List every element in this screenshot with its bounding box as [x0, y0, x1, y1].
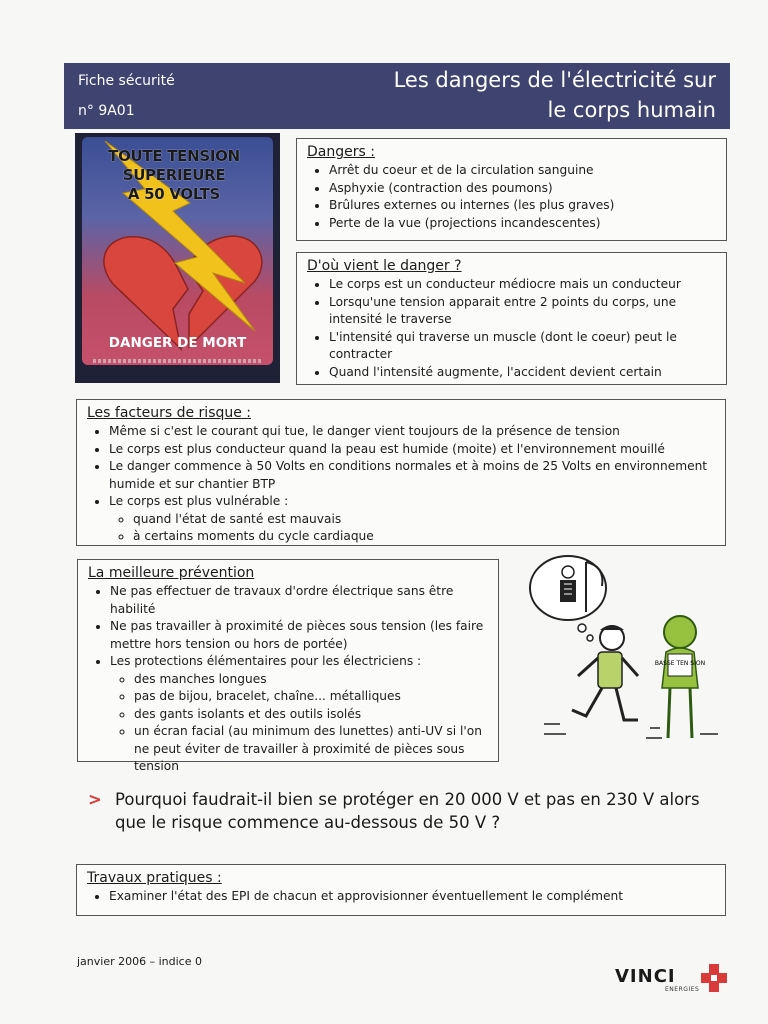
question-text: Pourquoi faudrait-il bien se protéger en 20 000 V et pas en 230 V alors que le risque commence au-dessous de 50 V ?: [115, 790, 700, 832]
poster-danger-label: DANGER DE MORT: [108, 335, 247, 351]
sheet-header: [64, 63, 730, 129]
practice-title-text: Travaux pratiques: [87, 870, 213, 886]
sub-list-item: ◦ à certains moments du cycle cardiaque: [133, 528, 715, 546]
list-item: • Perte de la vue (projections incandescentes): [329, 215, 718, 233]
list-item-text: Le corps est plus vulnérable :: [109, 494, 289, 508]
sub-list-item: ◦ des gants isolants et des outils isolés: [134, 706, 488, 724]
sheet-title: [394, 65, 716, 125]
prevention-list: [88, 583, 488, 776]
logo-subtext: ENERGIES: [665, 986, 700, 993]
list-item: • Quand l'intensité augmente, l'accident devient certain: [329, 364, 718, 382]
sheet-id: [78, 66, 175, 126]
prevention-sublist: [110, 671, 488, 776]
dangers-title: [307, 143, 718, 162]
list-item: • Ne pas travailler à proximité de pièces sous tension (les faire mettre hors tension ou hors de portée): [110, 618, 488, 653]
danger-origin-section: [296, 252, 727, 385]
list-item: • Examiner l'état des EPI de chacun et approvisionner éventuellement le complément: [109, 888, 715, 906]
reflection-question: [88, 788, 728, 834]
list-item-text: Les protections élémentaires pour les électriciens :: [110, 654, 422, 668]
cartoon-illustration: [520, 548, 725, 748]
poster-title-line2: SUPERIEURE: [122, 166, 226, 184]
danger-poster: [75, 133, 280, 383]
sub-list-item: ◦ pas de bijou, bracelet, chaîne... métalliques: [134, 688, 488, 706]
list-item: • Le danger commence à 50 Volts en conditions normales et à moins de 25 Volts en environnement humide et sur chantier BTP: [109, 458, 715, 493]
origin-title-text: D'où vient le danger: [307, 258, 450, 274]
footer-date: janvier 2006 – indice 0: [77, 955, 202, 968]
list-item: • L'intensité qui traverse un muscle (dont le coeur) peut le contracter: [329, 329, 718, 364]
chevron-right-icon: >: [88, 790, 102, 809]
practice-title: [87, 869, 715, 888]
sheet-number: n° 9A01: [78, 103, 135, 119]
factors-title: [87, 404, 715, 423]
vinci-logo: [615, 962, 731, 996]
factors-title-suffix: :: [241, 405, 252, 421]
list-item: [109, 493, 715, 546]
vinci-cross-icon: [699, 962, 729, 994]
factors-title-text: Les facteurs de risque: [87, 405, 242, 421]
sub-list-item: ◦ un écran facial (au minimum des lunettes) anti-UV si l'on ne peut éviter de travailler à proximité de pièces sous tension: [134, 723, 488, 776]
list-item: [110, 653, 488, 776]
sheet-label: Fiche sécurité: [78, 73, 175, 89]
factors-sublist: [109, 511, 715, 546]
risk-factors-section: [76, 399, 726, 546]
list-item: • Le corps est un conducteur médiocre mais un conducteur: [329, 276, 718, 294]
prevention-section: [77, 559, 499, 773]
prevention-title: La meilleure prévention: [88, 565, 255, 581]
sub-list-item: ◦ quand l'état de santé est mauvais: [133, 511, 715, 529]
list-item: • Arrêt du coeur et de la circulation sanguine: [329, 162, 718, 180]
dangers-section: [296, 138, 727, 241]
list-item: • Lorsqu'une tension apparait entre 2 points du corps, une intensité le traverse: [329, 294, 718, 329]
list-item: • Ne pas effectuer de travaux d'ordre électrique sans être habilité: [110, 583, 488, 618]
practice-list: [87, 888, 715, 906]
sheet-title-line2: le corps humain: [547, 98, 716, 122]
sub-list-item: ◦ des manches longues: [134, 671, 488, 689]
factors-list: [87, 423, 715, 546]
practice-section: [76, 864, 726, 916]
dangers-list: [307, 162, 718, 232]
dangers-title-text: Dangers: [307, 144, 366, 160]
poster-fine-print: [93, 359, 263, 363]
list-item: • Brûlures externes ou internes (les plus graves): [329, 197, 718, 215]
origin-title: [307, 257, 718, 276]
list-item: • Même si c'est le courant qui tue, le danger vient toujours de la présence de tension: [109, 423, 715, 441]
logo-text: VINCI: [615, 966, 676, 987]
poster-title: [99, 147, 249, 204]
dangers-title-suffix: :: [365, 144, 375, 160]
cartoon-sign-text: BASSE TEN SION: [654, 660, 706, 667]
list-item: • Asphyxie (contraction des poumons): [329, 180, 718, 198]
practice-title-suffix: :: [212, 870, 222, 886]
poster-title-line3: A 50 VOLTS: [127, 185, 221, 203]
origin-list: [307, 276, 718, 381]
list-item: • Le corps est plus conducteur quand la peau est humide (moite) et l'environnement mouillé: [109, 441, 715, 459]
electrician-cartoon-icon: [520, 548, 725, 748]
origin-title-suffix: ?: [449, 258, 462, 274]
sheet-title-line1: Les dangers de l'électricité sur: [393, 68, 716, 92]
poster-title-line1: TOUTE TENSION: [108, 147, 240, 165]
